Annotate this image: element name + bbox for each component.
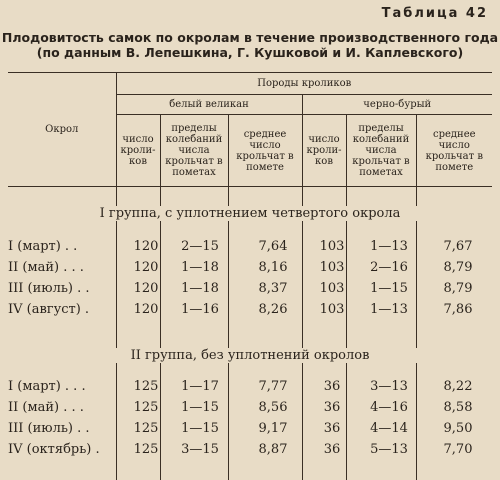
row-label: II (май) . . . — [8, 260, 84, 275]
table-row — [8, 376, 492, 397]
header-avg: среднее число крольчат в помете — [416, 115, 492, 187]
white-giant-count: 120 — [133, 281, 159, 296]
table-number: Таблица 42 — [381, 6, 488, 21]
header-breed-black-brown: черно-бурый — [302, 95, 492, 115]
header-okrol: Окрол — [8, 73, 116, 187]
table-row — [8, 299, 492, 320]
row-label: II (май) . . . — [8, 400, 84, 415]
row-label: III (июль) . . — [8, 281, 90, 296]
black-brown-count: 103 — [319, 281, 345, 296]
header-breed-white-giant: белый великан — [116, 95, 302, 115]
black-brown-range: 4—14 — [370, 421, 408, 436]
table-row — [8, 278, 492, 299]
row-label: III (июль) . . — [8, 421, 90, 436]
black-brown-range: 4—16 — [370, 400, 408, 415]
row-label: IV (август) . — [8, 302, 90, 317]
black-brown-count: 36 — [323, 400, 341, 415]
white-giant-range: 1—16 — [181, 302, 219, 317]
black-brown-avg: 7,67 — [443, 239, 473, 254]
header-count: число кроли- ков — [302, 115, 346, 187]
white-giant-avg: 7,64 — [258, 239, 288, 254]
white-giant-range: 1—17 — [181, 379, 219, 394]
white-giant-avg: 7,77 — [258, 379, 288, 394]
black-brown-count: 36 — [323, 442, 341, 457]
white-giant-avg: 8,56 — [258, 400, 288, 415]
black-brown-avg: 9,50 — [443, 421, 473, 436]
header-range: пределы колебаний числа крольчат в пометах — [160, 115, 228, 187]
group2-rows — [8, 376, 492, 460]
header-range: пределы колебаний числа крольчат в пометах — [346, 115, 416, 187]
white-giant-avg: 8,87 — [258, 442, 288, 457]
header-breeds: Породы кроликов — [116, 73, 492, 95]
black-brown-count: 36 — [323, 379, 341, 394]
black-brown-range: 1—13 — [370, 302, 408, 317]
white-giant-count: 125 — [133, 379, 159, 394]
black-brown-range: 2—16 — [370, 260, 408, 275]
black-brown-avg: 8,22 — [443, 379, 473, 394]
black-brown-count: 103 — [319, 302, 345, 317]
black-brown-avg: 7,86 — [443, 302, 473, 317]
black-brown-range: 1—13 — [370, 239, 408, 254]
white-giant-range: 3—15 — [181, 442, 219, 457]
table-row — [8, 236, 492, 257]
black-brown-range: 5—13 — [370, 442, 408, 457]
white-giant-count: 120 — [133, 302, 159, 317]
row-label: I (март) . . . — [8, 379, 86, 394]
white-giant-count: 125 — [133, 400, 159, 415]
white-giant-avg: 8,37 — [258, 281, 288, 296]
black-brown-count: 36 — [323, 421, 341, 436]
white-giant-count: 125 — [133, 421, 159, 436]
white-giant-range: 1—15 — [181, 421, 219, 436]
row-label: I (март) . . — [8, 239, 78, 254]
header-avg: среднее число крольчат в помете — [228, 115, 302, 187]
white-giant-avg: 9,17 — [258, 421, 288, 436]
black-brown-avg: 8,58 — [443, 400, 473, 415]
white-giant-range: 2—15 — [181, 239, 219, 254]
table-row — [8, 257, 492, 278]
table-row — [8, 418, 492, 439]
white-giant-range: 1—18 — [181, 281, 219, 296]
group1-rows — [8, 236, 492, 320]
black-brown-range: 3—13 — [370, 379, 408, 394]
white-giant-count: 120 — [133, 239, 159, 254]
table-header — [8, 72, 492, 187]
white-giant-count: 125 — [133, 442, 159, 457]
white-giant-count: 120 — [133, 260, 159, 275]
group2-title: II группа, без уплотнений окролов — [0, 348, 500, 363]
black-brown-range: 1—15 — [370, 281, 408, 296]
table-row — [8, 397, 492, 418]
black-brown-count: 103 — [319, 260, 345, 275]
table-row — [8, 439, 492, 460]
table-subtitle: (по данным В. Лепешкина, Г. Кушковой и И. Каплевского) — [36, 45, 464, 60]
row-label: IV (октябрь) . — [8, 442, 100, 457]
white-giant-avg: 8,26 — [258, 302, 288, 317]
header-count: число кроли- ков — [116, 115, 160, 187]
black-brown-avg: 8,79 — [443, 260, 473, 275]
white-giant-avg: 8,16 — [258, 260, 288, 275]
black-brown-avg: 7,70 — [443, 442, 473, 457]
black-brown-count: 103 — [319, 239, 345, 254]
table-title: Плодовитость самок по окролам в течение производственного года — [1, 30, 499, 45]
black-brown-avg: 8,79 — [443, 281, 473, 296]
white-giant-range: 1—15 — [181, 400, 219, 415]
group1-title: I группа, с уплотнением четвертого окрола — [0, 206, 500, 221]
white-giant-range: 1—18 — [181, 260, 219, 275]
